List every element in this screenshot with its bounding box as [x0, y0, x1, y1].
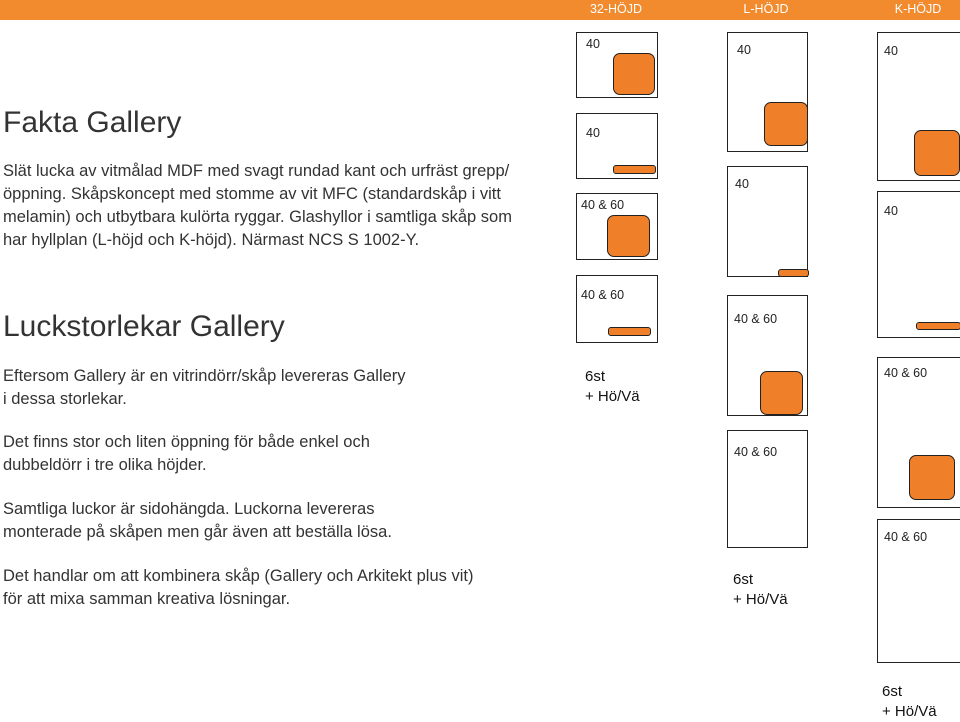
column-header-k: K-HÖJD: [894, 2, 942, 16]
door-label: 40: [586, 37, 600, 51]
handle-square: [909, 455, 955, 500]
luck-line: Samtliga luckor är sidohängda. Luckorna levereras: [3, 500, 375, 518]
fakta-line: melamin) och utbytbara kulörta ryggar. Glashyllor i samtliga skåp som: [3, 208, 512, 226]
quantity-count: 6st: [733, 571, 754, 588]
fakta-line: Slät lucka av vitmålad MDF med svagt rundad kant och urfräst grepp/: [3, 162, 510, 180]
fakta-title: Fakta Gallery: [3, 106, 182, 139]
luck-line: dubbeldörr i tre olika höjder.: [3, 456, 207, 474]
luck-paragraph-2: [3, 431, 370, 477]
luck-line: Det finns stor och liten öppning för både enkel och: [3, 433, 370, 451]
door-label: 40: [735, 177, 749, 191]
handle-square: [914, 130, 960, 176]
handle-square: [764, 102, 808, 146]
quantity-hinge: + Hö/Vä: [882, 703, 937, 720]
door-k-small-double: [877, 519, 960, 663]
door-label: 40: [884, 44, 898, 58]
handle-bar: [613, 165, 656, 174]
luck-line: Eftersom Gallery är en vitrindörr/skåp levereras Gallery: [3, 367, 406, 385]
quantity-k: [882, 682, 937, 722]
column-header-bar: [0, 0, 960, 20]
luck-title: Luckstorlekar Gallery: [3, 310, 285, 343]
door-32-large-double: [576, 193, 658, 260]
luck-line: för att mixa samman kreativa lösningar.: [3, 590, 291, 608]
door-label: 40 & 60: [884, 530, 928, 544]
fakta-line: öppning. Skåpskoncept med stomme av vit MFC (standardskåp i vitt: [3, 185, 501, 203]
luck-paragraph-3: [3, 498, 392, 544]
handle-square: [613, 53, 655, 95]
door-label: 40 & 60: [734, 445, 778, 459]
quantity-count: 6st: [585, 368, 606, 385]
door-k-large: [877, 32, 960, 181]
door-32-large: [576, 32, 658, 98]
door-label: 40 & 60: [581, 198, 625, 212]
door-label: 40 & 60: [734, 312, 778, 326]
fakta-paragraph: [3, 160, 512, 252]
door-label: 40: [884, 204, 898, 218]
quantity-count: 6st: [882, 683, 903, 700]
door-32-small-double: [576, 275, 658, 343]
luck-line: i dessa storlekar.: [3, 390, 127, 408]
luck-paragraph-4: [3, 565, 473, 611]
door-label: 40: [586, 126, 600, 140]
handle-square: [607, 215, 650, 257]
column-header-l: L-HÖJD: [743, 2, 789, 16]
quantity-32: [585, 367, 640, 407]
door-32-small: [576, 113, 658, 179]
quantity-hinge: + Hö/Vä: [585, 388, 640, 405]
door-label: 40 & 60: [884, 366, 928, 380]
handle-bar: [608, 327, 651, 336]
handle-bar: [916, 322, 960, 330]
quantity-l: [733, 570, 788, 610]
door-k-large-double: [877, 357, 960, 508]
door-label: 40: [737, 43, 751, 57]
luck-line: Det handlar om att kombinera skåp (Gallery och Arkitekt plus vit): [3, 567, 474, 585]
handle-bar: [778, 269, 809, 277]
fakta-line: har hyllplan (L-höjd och K-höjd). Närmast NCS S 1002-Y.: [3, 231, 420, 249]
door-l-small: [727, 166, 808, 277]
luck-line: monterade på skåpen men går även att beställa lösa.: [3, 523, 392, 541]
door-l-large: [727, 32, 808, 152]
door-k-small: [877, 191, 960, 338]
handle-square: [760, 371, 803, 415]
door-l-large-double: [727, 295, 808, 416]
luck-paragraph-1: [3, 365, 406, 411]
door-l-small-double: [727, 430, 808, 548]
column-header-32: 32-HÖJD: [589, 2, 643, 16]
quantity-hinge: + Hö/Vä: [733, 591, 788, 608]
door-label: 40 & 60: [581, 288, 625, 302]
